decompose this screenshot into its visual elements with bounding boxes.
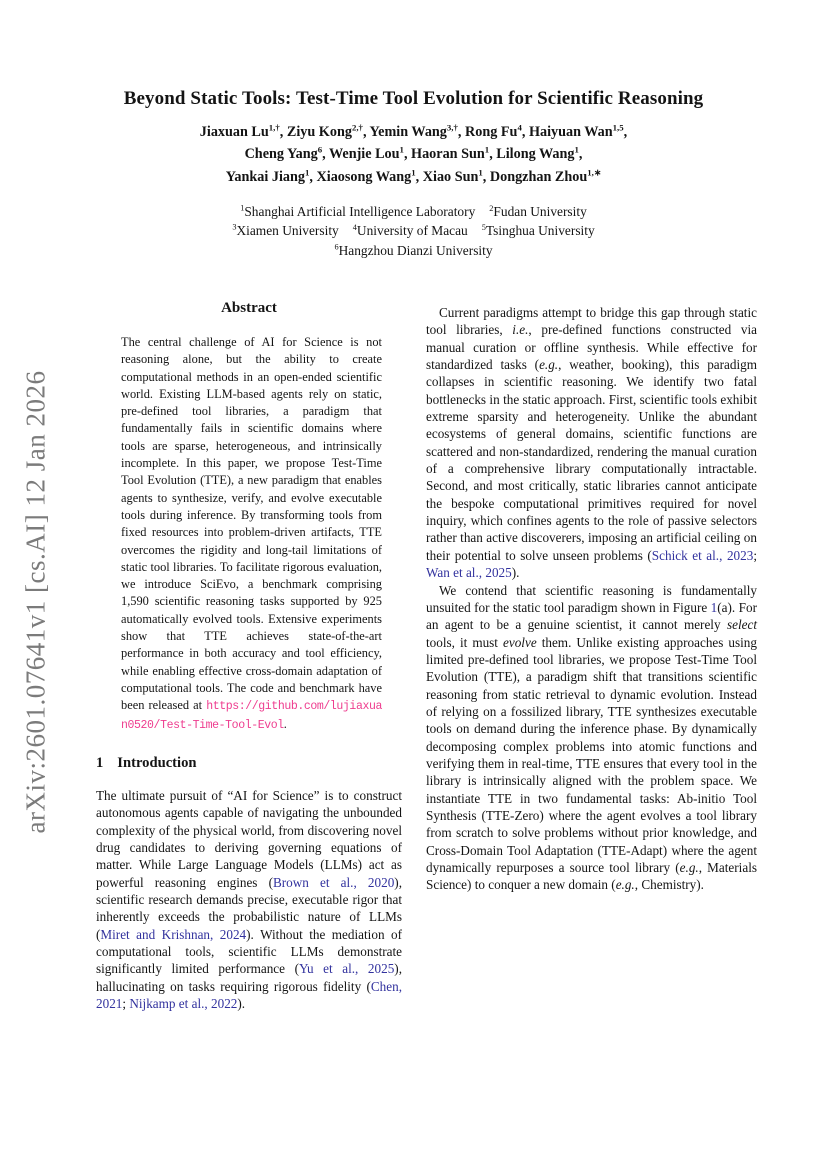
affiliation-line: $^1$Shanghai Artificial Intelligence Laboratory $^2$Fudan University — [240, 203, 587, 220]
superscript-marker: 3 — [232, 222, 237, 232]
section-title: Introduction — [117, 754, 197, 771]
affiliation-list — [70, 202, 757, 260]
emphasis-text: select — [726, 617, 757, 633]
citation-link[interactable]: 1 — [710, 599, 718, 615]
abstract-heading: Abstract — [221, 300, 277, 316]
superscript-marker: 4 — [517, 122, 522, 133]
superscript-marker: 1 — [484, 144, 490, 155]
superscript-marker: 1 — [399, 144, 404, 155]
code-repo-url-link[interactable]: https://github.com/lujiaxuan0520/Test-Time-Tool-Evol — [121, 700, 382, 732]
affiliation-line: $^6$Hangzhou Dianzi University — [334, 242, 493, 258]
intro-paragraph: The ultimate pursuit of “AI for Science” is to construct autonomous agents capable of navigating the unbounded complexity of the physical world, from discovering novel drug candidates to deriving governing equations of matter. While Large Language Models (LLMs) act as powerful reasoning engines (Brown et al., 2020), scientific research demands precise, executable rigor that inherently exceeds the probabilistic nature of LLMs (Miret and Krishnan, 2024). Without the mediation of computational tools, scientific LLMs demonstrate significantly limited performance (Yu et al., 2025), hallucinating on tasks requiring rigorous fidelity (Chen, 2021; Nijkamp et al., 2022). — [96, 787, 402, 1011]
affiliation-line: $^3$Xiamen University $^4$University of Macau $^5$Tsinghua University — [232, 222, 595, 239]
citation-link[interactable]: Chen, 2021 — [96, 978, 402, 1011]
body-paragraph: Current paradigms attempt to bridge this gap through static tool libraries, i.e., pre-defined functions constructed via manual curation or offline synthesis. While effective for standardized tasks (e.g., weather, booking), this paradigm collapses in scientific reasoning. We identify two fatal bottlenecks in the static approach. First, scientific tools exhibit extreme sparsity and heterogeneity. Unlike the abundant ecosystems of general domains, scientific functions are scattered and non-standardized, rendering the manual curation of a comprehensive library computationally intractable. Second, and most critically, static libraries cannot anticipate the bespoke computational primitives required for novel inquiry, which confines agents to the role of passive selectors rather than active discoverers, imposing an artificial ceiling on their potential to solve unseen problems (Schick et al., 2023; Wan et al., 2025). — [426, 305, 757, 581]
superscript-marker: 3,† — [446, 122, 458, 133]
abstract-text: The central challenge of AI for Science is not reasoning alone, but the ability to create computational methods in an open-ended scientific world. Existing LLM-based agents rely on static, pre-defined tool libraries, a paradigm that fundamentally fails in scientific domains where tools are sparse, heterogeneous, and intrinsically incomplete. In this paper, we propose Test-Time Tool Evolution (TTE), a new paradigm that enables agents to synthesize, verify, and evolve executable tools during inference. By transforming tools from fixed resources into problem-driven artifacts, TTE overcomes the rigidity and long-tail limitations of static tool libraries. To facilitate rigorous evaluation, we introduce SciEvo, a benchmark comprising 1,590 scientific reasoning tasks supported by 925 automatically evolved tools. Extensive experiments show that TTE achieves state-of-the-art performance in both accuracy and tool efficiency, while enabling effective cross-domain adaptation of computational tools. The code and benchmark have been released at https://github.com/lujiaxuan0520/Test-Time-Tool-Evol. — [121, 335, 382, 732]
superscript-marker: 1,† — [268, 122, 280, 133]
body-paragraph: We contend that scientific reasoning is fundamentally unsuited for the static tool paradigm shown in Figure 1(a). For an agent to be a genuine scientist, it cannot merely select tools, it must evolve them. Unlike existing approaches using limited pre-defined tool libraries, we propose Test-Time Tool Evolution (TTE), a paradigm shift that transitions scientific reasoning from static retrieval to dynamic evolution. Instead of relying on a fossilized library, TTE synthesizes executable tools on demand during the inference phase. By dynamically decomposing complex problems into atomic functions and verifying them in real-time, TTE ensures that every tool in the library is intrinsically aligned with the problem space. We instantiate TTE in two fundamental tasks: Ab-initio Tool Synthesis (TTE-Zero) where the agent evolves a tool library from scratch to solve problems without prior knowledge, and Cross-Domain Tool Adaptation (TTE-Adapt) where the agent dynamically repurposes a source tool library (e.g., Materials Science) to conquer a new domain (e.g., Chemistry). — [426, 582, 757, 893]
emphasis-text: e.g. — [539, 357, 559, 373]
superscript-marker: 1,∗ — [587, 167, 602, 178]
citation-link[interactable]: Nijkamp et al., 2022 — [129, 995, 238, 1011]
paper-header — [70, 88, 757, 260]
superscript-marker: 5 — [481, 222, 486, 232]
citation-link[interactable]: Wan et al., 2025 — [426, 565, 512, 581]
citation-link[interactable]: Schick et al., 2023 — [651, 547, 754, 563]
right-column — [426, 304, 757, 894]
superscript-marker: 1 — [305, 167, 310, 178]
left-column — [96, 300, 402, 1012]
emphasis-text: i.e. — [512, 322, 529, 338]
author-line: Cheng Yang$^6$, Wenjie Lou$^1$, Haoran Sun$^1$, Lilong Wang$^1$, — [244, 144, 583, 163]
superscript-marker: 1 — [574, 144, 579, 155]
author-list — [70, 121, 757, 188]
superscript-marker: 1 — [478, 167, 483, 178]
superscript-marker: 6 — [334, 242, 339, 252]
author-line: Jiaxuan $Lu^{1,\dagger}$, Ziyu Kong$^{2,\dagger}$, Yemin Wang$^{3,\dagger}$, Rong Fu$^4$, Haiyuan Wan$^{1,5}$, — [199, 122, 628, 140]
superscript-marker: 2 — [489, 203, 494, 213]
paper-title: Beyond Static Tools: Test-Time Tool Evolution for Scientific Reasoning — [123, 88, 704, 109]
superscript-marker: 1 — [411, 167, 416, 178]
arxiv-watermark: arXiv:2601.07641v1 [cs.AI] 12 Jan 2026 — [20, 370, 51, 834]
citation-link[interactable]: Yu et al., 2025 — [298, 961, 395, 977]
emphasis-text: e.g. — [615, 877, 635, 893]
citation-link[interactable]: Miret and Krishnan, 2024 — [100, 926, 247, 942]
author-line: Yankai Jiang$^1$, Xiaosong Wang$^1$, Xiao Sun$^1$, Dongzhan Zhou$^{1,∗}$ — [225, 167, 602, 185]
section-heading-introduction — [96, 755, 402, 772]
emphasis-text: evolve — [503, 634, 537, 650]
emphasis-text: e.g. — [679, 860, 699, 875]
citation-link[interactable]: Brown et al., 2020 — [272, 874, 395, 890]
section-number: 1 — [96, 754, 104, 771]
superscript-marker: 2,† — [351, 122, 363, 133]
superscript-marker: 1,5 — [612, 122, 624, 133]
superscript-marker: 4 — [352, 222, 357, 232]
superscript-marker: 6 — [317, 144, 323, 155]
superscript-marker: 1 — [240, 203, 245, 213]
